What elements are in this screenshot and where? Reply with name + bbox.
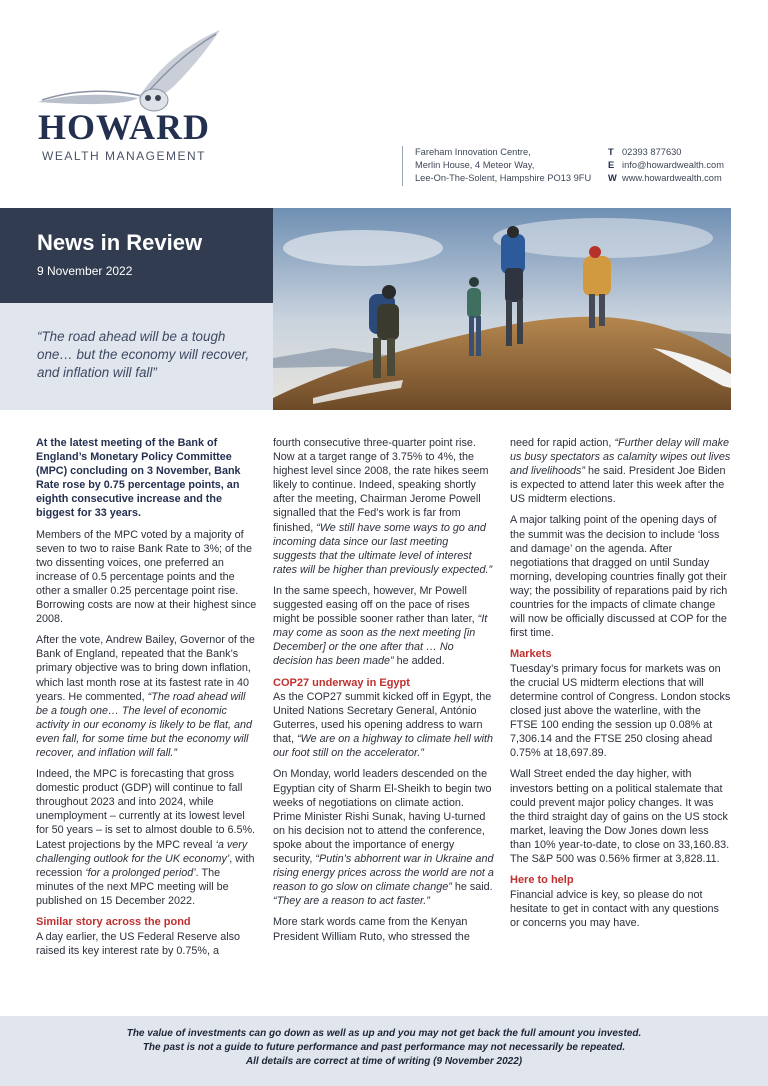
brand-subtitle: WEALTH MANAGEMENT [42,149,206,163]
brand-name: HOWARD [37,107,210,147]
paragraph: On Monday, world leaders descended on the Egyptian city of Sharm El-Sheikh to begin two weeks of negotiations on climate action. Prime Minister Rishi Sunak, having U-turned on his decision not to attend the conference, spoke about the importance of energy security, “Putin’s abhorrent war in Ukraine and rising energy prices across the world are not a reason to go slow on climate change” he said. “They are a reason to act faster.” [273,768,494,908]
quote-text: “The road ahead will be a tough one… The level of economic activity in our economy is likely to be flat, and even fall, for some time but the economy will recover, and inflation will fall.” [36,690,253,759]
email-link[interactable]: info@howardwealth.com [622,160,724,170]
quote-text: “We are on a highway to climate hell with our foot still on the accelerator.” [273,733,494,760]
paragraph: After the vote, Andrew Bailey, Governor of the Bank of England, repeated that the Bank’s primary objective was to bring down inflation, which last month rose at its fastest rate in 40 years. He commented, “The road ahead will be a tough one… The level of economic activity in our economy is likely to be flat, and even fall, for some time but the economy will recover, and inflation will fall.” [36,634,255,759]
section-heading: Markets [510,648,552,661]
paragraph: Financial advice is key, so please do not hesitate to get in contact with any questions or concerns you may have. [510,888,719,929]
quote-text: “They are a reason to act faster.” [273,895,430,908]
paragraph: A major talking point of the opening days of the summit was the decision to include ‘loss and damage’ on the agenda. After negotiations that dragged on until Sunday morning, developing countries finally got their way; the possibility of reparations paid by rich countries for the impacts of climate change will now be officially discussed at COP for the first time. [510,514,728,640]
disclaimer-line: The value of investments can go down as well as up and you may not get back the full amount you invested. [126,1028,642,1039]
quote-text: “Further delay will make us busy spectators as calamity wipes out lives and livelihoods” [510,437,731,478]
address-line: Lee-On-The-Solent, Hampshire PO13 9FU [415,173,592,183]
quote-text: ‘a very challenging outlook for the UK economy’ [36,838,248,865]
paragraph: A day earlier, the US Federal Reserve also raised its key interest rate by 0.75%, a [36,930,241,957]
paragraph: Wall Street ended the day higher, with investors betting on a political stalemate that could prevent major policy changes. It was the third straight day of gains on the US stock market, leaving the Dow Jones down less than 10% year-to-date, to close on 33,160.83. The S&P 500 was 0.56% firmer at 3,828.11. [510,768,730,866]
article-column-1 [36,436,257,965]
address-block [402,146,591,186]
contact-block [608,146,724,185]
email-key: E [608,160,615,170]
phone-number[interactable]: 02393 877630 [622,147,682,157]
website-link[interactable]: www.howardwealth.com [622,173,722,183]
paragraph: As the COP27 summit kicked off in Egypt, the United Nations Secretary General, António Guterres, used his opening address to warn that, “We are on a highway to climate hell with our foot still on the accelerator.” [273,691,494,760]
banner [0,208,768,410]
paragraph: fourth consecutive three-quarter point rise. Now at a target range of 3.75% to 4%, the highest level since 2008, the rate hikes seem likely to continue. Indeed, speaking shortly after the meeting, Chairman Jerome Powell signalled that the Fed’s work is far from finished, “We still have some ways to go and incoming data since our last meeting suggests that the ultimate level of interest rates will be higher than previously expected.” [273,437,493,576]
disclaimer-line: All details are correct at time of writing (9 November 2022) [245,1056,523,1067]
quote-text: “Putin’s abhorrent war in Ukraine and rising energy prices across the world are not a reason to go slow on climate change” [273,853,494,894]
pull-quote: “The road ahead will be a tough one… but the economy will recover, and inflation will fall” [37,329,250,380]
article-column-3 [510,436,731,937]
owl-icon [34,26,234,116]
issue-date: 9 November 2022 [37,264,133,278]
paragraph: Members of the MPC voted by a majority of seven to two to raise Bank Rate to 3%; of the two dissenting voices, one preferred an increase of 0.5 percentage points and the other a smaller 0.25 percentage point rise. Borrowing costs are now at their highest since 2008. [36,528,257,626]
paragraph: More stark words came from the Kenyan President William Ruto, who stressed the [273,916,470,943]
disclaimer-line: The past is not a guide to future performance and past performance may not necessarily be repeated. [142,1042,626,1053]
quote-text: “We still have some ways to go and incoming data since our last meeting suggests that the ultimate level of interest rates will be higher than previously expected.” [273,521,493,576]
web-key: W [608,173,617,183]
paragraph: need for rapid action, “Further delay will make us busy spectators as calamity wipes out lives and livelihoods” he said. President Joe Biden is expected to attend later this week after the US midterm elections. [510,437,731,506]
section-heading: Here to help [510,874,574,887]
disclaimer-footer [0,1016,768,1086]
lead-paragraph: At the latest meeting of the Bank of England’s Monetary Policy Committee (MPC) concluding on 3 November, Bank Rate rose by 0.75 percentage points, an eighth consecutive increase and the biggest for 33 years. [36,437,241,520]
address-line: Merlin House, 4 Meteor Way, [415,160,535,170]
address-line: Fareham Innovation Centre, [415,147,531,157]
article-column-2 [273,436,494,951]
quote-text: ‘for a prolonged period’ [85,866,196,879]
paragraph: In the same speech, however, Mr Powell suggested easing off on the pace of rises might be possible sooner rather than later, “It may come as soon as the next meeting [in December] or the one after that … No decision has been made” he added. [273,584,488,668]
page-header [0,0,768,208]
phone-key: T [608,147,614,157]
page-title: News in Review [37,230,203,255]
hikers-photo [273,208,731,410]
paragraph: Indeed, the MPC is forecasting that gross domestic product (GDP) will continue to fall throughout 2023 and into 2024, while unemployment – currently at its lowest level for 50 years – is set to almost double to 6.5%. Latest projections by the MPC reveal ‘a very challenging outlook for the UK economy’, with recession ‘for a prolonged period’. The minutes of the next MPC meeting will be published on 15 December 2022. [36,768,256,907]
paragraph: Tuesday’s primary focus for markets was on the crucial US midterm elections that will determine control of Congress. London stocks closed just above the waterline, with the FTSE 100 ending the session up 0.08% at 7,306.14 and the FTSE 250 closing ahead 0.75% at 18,697.89. [510,662,731,760]
section-heading: Similar story across the pond [36,916,191,928]
quote-text: “It may come as soon as the next meeting [in December] or the one after that … No decision has been made” [273,613,488,668]
title-box [0,208,273,303]
section-heading: COP27 underway in Egypt [273,676,410,689]
